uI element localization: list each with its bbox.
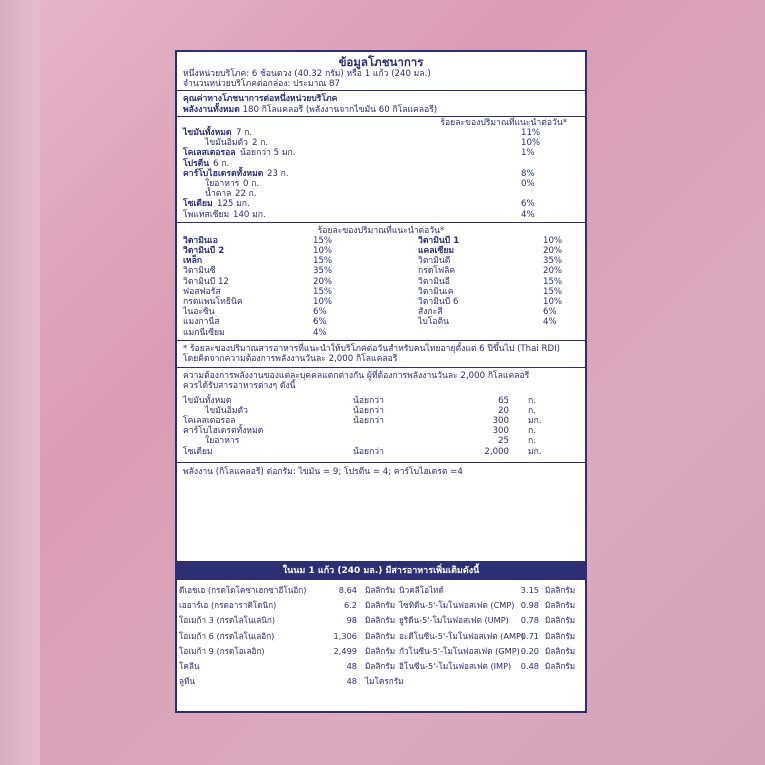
macro-amount: 0 ก. [243, 178, 260, 189]
macro-percent: 10% [521, 138, 541, 149]
vitamin-percent: 20% [543, 266, 563, 277]
supplement-value: 3.15 [520, 585, 539, 595]
daily-value-label: ไขมันอิ่มตัว [205, 405, 248, 416]
macro-percent: 8% [521, 168, 535, 179]
macro-percent: 6% [521, 199, 535, 210]
footnote-line-2: โดยคิดจากความต้องการพลังงานวันละ 2,000 กิโลแคลอรี [183, 353, 398, 364]
background-edge [0, 0, 40, 765]
supplement-table [175, 580, 587, 713]
daily-value-row [183, 416, 579, 426]
supplement-row [177, 613, 585, 628]
vitamin-row [183, 256, 579, 266]
supplement-value: 48 [346, 660, 357, 671]
vitamin-row [183, 287, 579, 297]
supplement-value: 0.98 [520, 600, 539, 611]
vitamin-name: วิตามินบี 12 [183, 276, 229, 287]
daily-values-list [183, 396, 579, 457]
daily-value-unit: ก. [528, 436, 536, 447]
vitamin-percent: 10% [543, 235, 563, 246]
macro-percent: 1% [521, 148, 535, 159]
vitamin-percent: 6% [543, 307, 557, 318]
vitamin-percent: 10% [313, 297, 333, 308]
supplement-name: โอเมก้า 9 (กรดโอเลอิก) [179, 645, 265, 656]
vitamin-percent: 20% [313, 276, 333, 287]
macro-label: โพแทสเซียม [183, 209, 230, 220]
vitamin-name: แมกนีเซียม [183, 327, 225, 338]
energy-label: พลังงานทั้งหมด [183, 104, 240, 115]
vitamin-row [183, 297, 579, 307]
supplement-unit: มิลลิกรัม [365, 645, 396, 656]
macro-amount: 23 ก. [267, 168, 289, 179]
macros-section [177, 91, 585, 222]
vitamin-name: เหล็ก [183, 256, 203, 267]
supplement-name: อิโนซีน-5'-โมโนฟอสเฟต (IMP) [399, 660, 512, 671]
vitamin-name: แมงกานีส [183, 317, 220, 328]
vitamin-percent: 4% [543, 317, 557, 328]
label-title: ข้อมูลโภชนาการ [338, 55, 424, 69]
supplement-name: โอเมก้า 6 (กรดไลโนเลอิก) [179, 630, 275, 641]
vitamin-percent: 10% [313, 246, 333, 257]
supplement-unit: มิลลิกรัม [545, 585, 576, 595]
vitamin-row [183, 236, 579, 246]
supplement-row [177, 629, 585, 644]
vitamin-name: กรดโฟลิค [418, 266, 456, 277]
vitamin-percent: 6% [313, 307, 327, 318]
daily-value-label: คาร์โบไฮเดรตทั้งหมด [183, 426, 264, 437]
daily-value-unit: มก. [528, 446, 542, 457]
vitamin-row [183, 277, 579, 287]
vitamin-row [183, 266, 579, 276]
vitamin-percent: 15% [313, 286, 333, 297]
vitamin-name: วิตามินซี [183, 266, 216, 277]
macro-amount: 22 ก. [235, 189, 257, 200]
daily-value-amount: 2,000 [484, 446, 509, 457]
vitamin-percent: 15% [313, 256, 333, 267]
macro-label: ไขมันอิ่มตัว [205, 138, 248, 149]
daily-value-row [183, 426, 579, 436]
serving-size: หนึ่งหน่วยบริโภค: 6 ช้อนตวง (40.32 กรัม) หรือ 1 แก้ว (240 มล.) [183, 69, 431, 79]
supplement-value: 0.78 [520, 615, 539, 626]
supplement-banner: ในนม 1 แก้ว (240 มล.) มีสารอาหารเพิ่มเติมดังนี้ [175, 561, 587, 581]
vitamin-row [183, 307, 579, 317]
footnote-section [177, 341, 585, 368]
macro-label: โคเลสเตอรอล [183, 148, 236, 159]
macro-amount: น้อยกว่า 5 มก. [240, 148, 296, 159]
divider [177, 116, 585, 117]
macro-label: โปรตีน [183, 158, 210, 169]
supplement-unit: มิลลิกรัม [545, 645, 576, 656]
daily-value-compare: น้อยกว่า [353, 405, 384, 416]
supplement-value: 1,306 [333, 630, 357, 641]
macro-percent: 11% [521, 128, 541, 139]
vitamin-name: วิตามินบี 1 [418, 235, 460, 246]
daily-value-compare: น้อยกว่า [353, 446, 384, 457]
energy-note-line-1: ความต้องการพลังงานของแต่ละบุคคลแตกต่างกัน ผู้ที่ต้องการพลังงานวันละ 2,000 กิโลแคลอรี [183, 371, 530, 382]
supplement-unit: มิลลิกรัม [365, 585, 396, 595]
macro-label: ไขมันทั้งหมด [183, 128, 232, 139]
supplement-name: โอเมก้า 3 (กรดไลโนเลนิก) [179, 615, 276, 626]
supplement-name: โคลีน [179, 660, 200, 671]
daily-value-compare: น้อยกว่า [353, 415, 384, 426]
supplement-value: 98 [346, 615, 357, 626]
supplement-value: 0.71 [520, 630, 539, 641]
supplement-row [177, 644, 585, 659]
supplement-value: 8.64 [338, 585, 357, 595]
macro-percent: 4% [521, 209, 535, 220]
vitamin-name: ไนอะซิน [183, 307, 215, 318]
daily-value-label: ไขมันทั้งหมด [183, 395, 232, 406]
macro-amount: 125 มก. [217, 199, 250, 210]
supplement-value: 0.48 [520, 660, 539, 671]
daily-value-unit: ก. [528, 405, 536, 416]
daily-value-label: ใยอาหาร [205, 436, 240, 447]
supplement-name: เออาร์เอ (กรดอาราคิโดนิก) [179, 600, 277, 611]
macros-list [183, 128, 579, 220]
daily-value-amount: 300 [492, 426, 509, 437]
serving-section [177, 52, 585, 91]
vitamin-name: ฟอสฟอรัส [183, 286, 221, 297]
daily-value-row [183, 406, 579, 416]
supplement-unit: ไมโครกรัม [365, 676, 404, 687]
daily-value-unit: มก. [528, 415, 542, 426]
vitamin-row [183, 328, 579, 338]
daily-value-label: โคเลสเตอรอล [183, 415, 236, 426]
supplement-unit: มิลลิกรัม [545, 615, 576, 626]
energy-note-line-2: ควรได้รับสารอาหารต่างๆ ดังนี้ [183, 381, 296, 392]
macro-amount: 140 มก. [233, 209, 266, 220]
vitamin-name: ไบโอติน [418, 317, 450, 328]
macro-row [183, 169, 579, 179]
energy-value: 180 กิโลแคลอรี (พลังงานจากไขมัน 60 กิโลแคลอรี) [242, 104, 438, 115]
macro-percent: 0% [521, 178, 535, 189]
macro-amount: 6 ก. [213, 158, 230, 169]
vitamin-percent: 15% [313, 235, 333, 246]
vitamin-row [183, 317, 579, 327]
supplement-row [177, 659, 585, 674]
daily-value-label: โซเดียม [183, 446, 213, 457]
vitamin-name: วิตามินอี [418, 276, 450, 287]
macro-row [183, 189, 579, 199]
daily-value-compare: น้อยกว่า [353, 395, 384, 406]
supplement-name: นิวคลีโอไทด์ [399, 585, 444, 595]
daily-value-amount: 20 [498, 405, 509, 416]
energy-factors: พลังงาน (กิโลแคลอรี) ต่อกรัม: ไขมัน = 9; โปรตีน = 4; คาร์โบไฮเดรต =4 [183, 466, 463, 477]
supplement-unit: มิลลิกรัม [545, 600, 576, 611]
footnote-line-1: * ร้อยละของปริมาณสารอาหารที่แนะนำให้บริโภคต่อวันสำหรับคนไทยอายุตั้งแต่ 6 ปีขึ้นไป (Thai RDI) [183, 343, 560, 354]
vitamins-list [183, 236, 579, 338]
vitamins-section [177, 223, 585, 341]
daily-values-section [177, 368, 585, 463]
macro-label: โซเดียม [183, 199, 213, 210]
supplement-value: 48 [346, 676, 357, 687]
supplement-unit: มิลลิกรัม [545, 660, 576, 671]
macros-header: ร้อยละของปริมาณที่แนะนำต่อวัน* [440, 117, 567, 128]
supplement-list [177, 583, 585, 689]
vitamin-name: แคลเซียม [418, 246, 455, 257]
vitamin-percent: 6% [313, 317, 327, 328]
vitamin-percent: 4% [313, 327, 327, 338]
vitamin-name: วิตามินบี 6 [418, 297, 459, 308]
daily-value-unit: ก. [528, 426, 536, 437]
macro-row [183, 128, 579, 138]
vitamin-percent: 15% [543, 276, 563, 287]
supplement-name: ดีเอชเอ (กรดโดโคซาเฮกซาอีโนอิก) [179, 585, 307, 595]
supplement-row [177, 583, 585, 598]
daily-value-unit: ก. [528, 395, 536, 406]
daily-value-row [183, 436, 579, 446]
macro-label: คาร์โบไฮเดรตทั้งหมด [183, 168, 264, 179]
macro-amount: 2 ก. [252, 138, 269, 149]
vitamin-percent: 15% [543, 286, 563, 297]
vitamin-name: วิตามินเอ [183, 235, 218, 246]
daily-value-row [183, 447, 579, 457]
macro-row [183, 210, 579, 220]
energy-factors-section [177, 463, 585, 479]
macro-row [183, 179, 579, 189]
supplement-value: 6.2 [343, 600, 357, 611]
macro-label: น้ำตาล [205, 189, 232, 200]
daily-value-amount: 25 [498, 436, 509, 447]
macro-amount: 7 ก. [236, 128, 253, 139]
vitamin-percent: 20% [543, 246, 563, 257]
vitamin-percent: 35% [543, 256, 563, 267]
supplement-name: ลูทีน [179, 676, 196, 687]
vitamin-name: กรดแพนโทธินิค [183, 297, 243, 308]
daily-value-amount: 300 [492, 415, 509, 426]
per-serving-heading: คุณค่าทางโภชนาการต่อหนึ่งหน่วยบริโภค [183, 94, 338, 105]
energy-line [183, 105, 579, 115]
supplement-row [177, 674, 585, 689]
supplement-unit: มิลลิกรัม [365, 615, 396, 626]
supplement-name: ไซทิดีน-5'-โมโนฟอสเฟต (CMP) [399, 600, 515, 611]
supplement-unit: มิลลิกรัม [365, 600, 396, 611]
daily-value-amount: 65 [498, 395, 509, 406]
vitamin-percent: 35% [313, 266, 333, 277]
supplement-unit: มิลลิกรัม [365, 630, 396, 641]
servings-per-container: จำนวนหน่วยบริโภคต่อกล่อง: ประมาณ 87 [183, 79, 340, 90]
vitamin-name: สังกะสี [418, 307, 443, 318]
macro-row [183, 159, 579, 169]
supplement-row [177, 598, 585, 613]
supplement-name: กัวโนซีน-5'-โมโนฟอสเฟต (GMP) [399, 645, 520, 656]
supplement-unit: มิลลิกรัม [545, 630, 576, 641]
macro-row [183, 148, 579, 158]
daily-value-row [183, 396, 579, 406]
macro-label: ใยอาหาร [205, 178, 240, 189]
vitamin-row [183, 246, 579, 256]
supplement-value: 2,499 [333, 645, 357, 656]
vitamin-percent: 10% [543, 297, 563, 308]
vitamin-name: วิตามินบี 2 [183, 246, 225, 257]
vitamin-name: วิตามินดี [418, 256, 451, 267]
macro-row [183, 138, 579, 148]
supplement-name: ยูริดีน-5'-โมโนฟอสเฟต (UMP) [399, 615, 509, 626]
macro-row [183, 199, 579, 209]
supplement-value: 0.20 [520, 645, 539, 656]
vitamin-name: วิตามินเค [418, 286, 454, 297]
vitamins-header: ร้อยละของปริมาณที่แนะนำต่อวัน* [317, 225, 445, 236]
supplement-name: อะดีโนซีน-5'-โมโนฟอสเฟต (AMP) [399, 630, 525, 641]
supplement-unit: มิลลิกรัม [365, 660, 396, 671]
